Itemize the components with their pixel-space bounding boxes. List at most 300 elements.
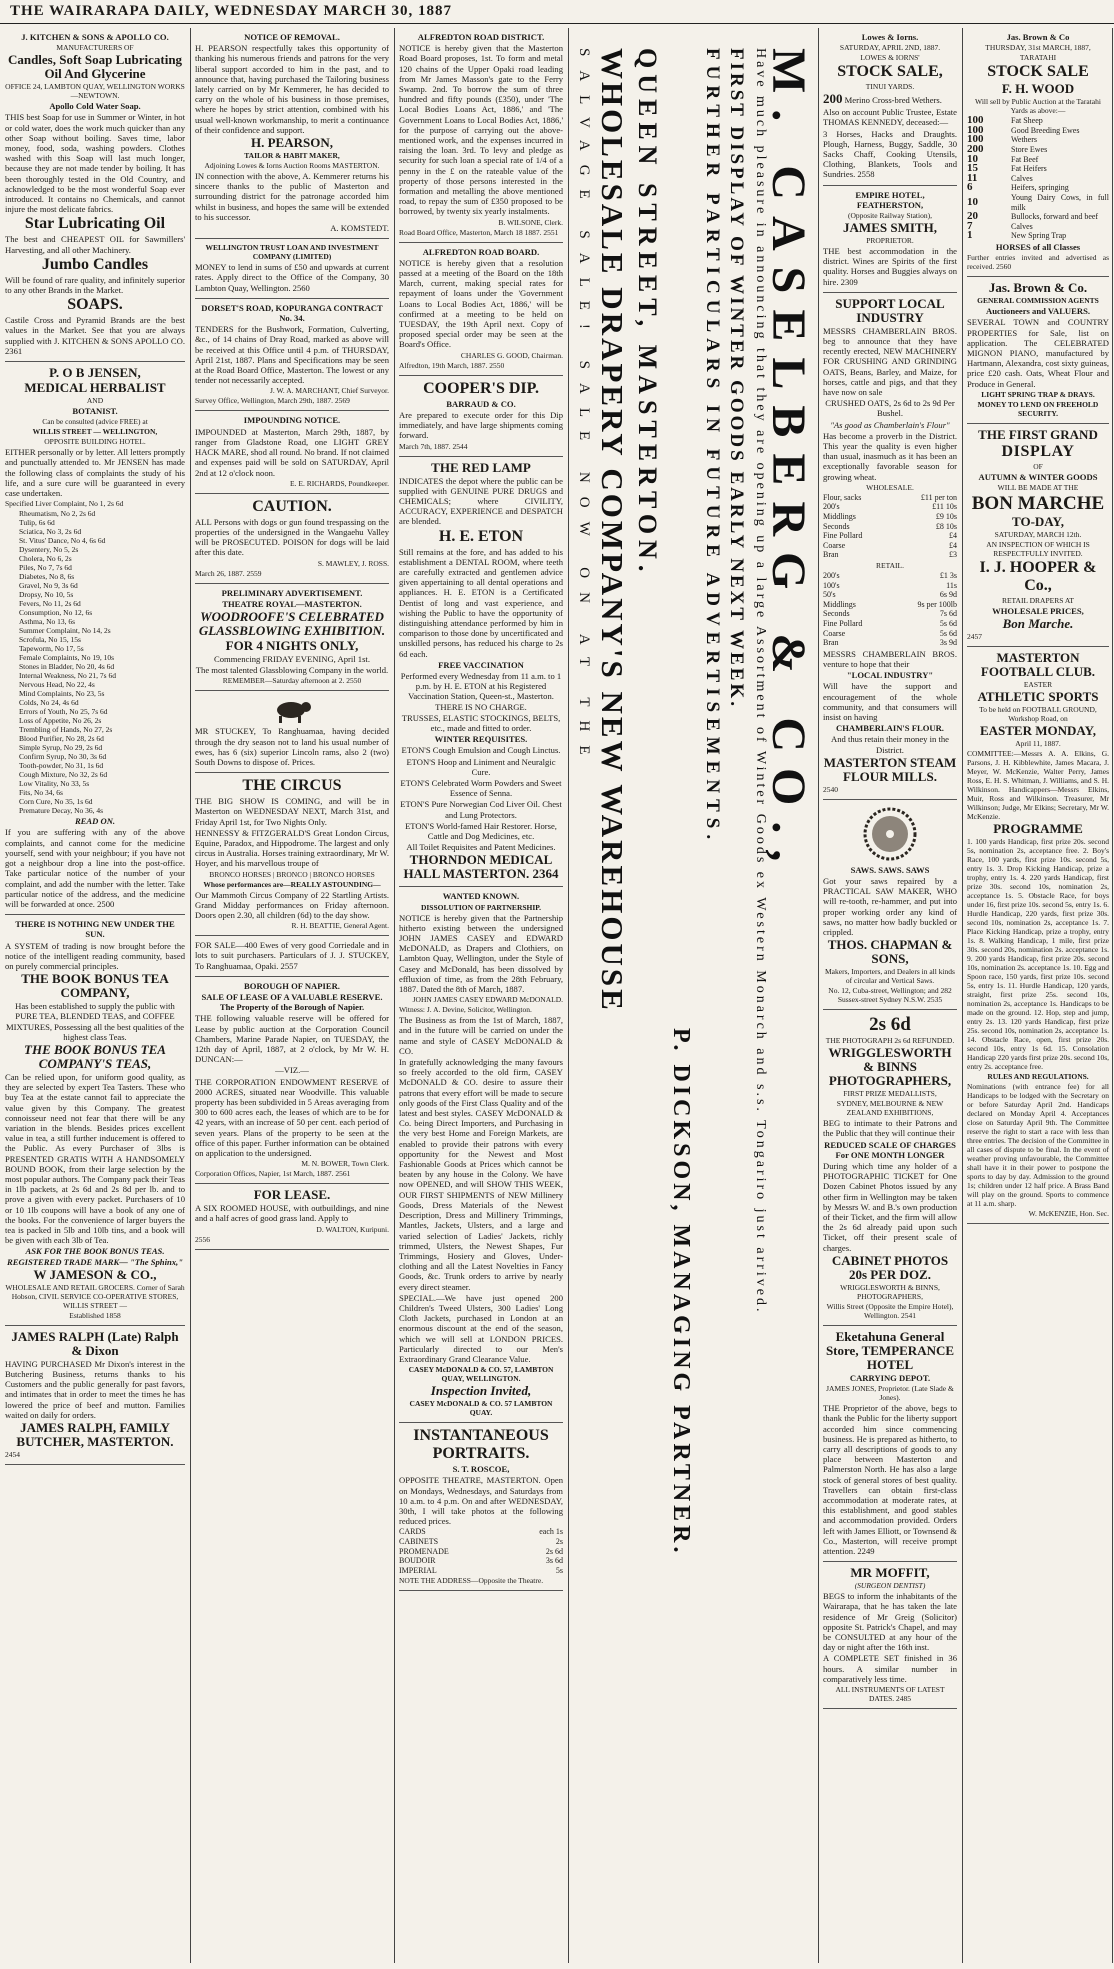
ailment-item: Trembling of Hands, No 27, 2s [19,725,113,735]
circus-body: THE BIG SHOW IS COMING, and will be in Masterton on WEDNESDAY NEXT, March 31st, and Friday April 1st, for Two Nights Only. [195,796,389,827]
stock-row [967,231,1109,241]
cooper-agent: BARRAUD & CO. [446,398,516,409]
jensen-opposite: OPPOSITE BUILDING HOTEL. [44,437,146,447]
kitchen-manufacturers: MANUFACTURERS OF [56,43,134,53]
soaps-title: SOAPS. [67,296,123,314]
ailment-item: Piles, No 7, 7s 6d [19,563,72,573]
brown-header: Jas. Brown & Co [1006,32,1070,42]
wholesale-row [823,502,957,512]
dorset-signature: J. W. A. MARCHANT, Chief Surveyor. [269,386,389,396]
jensen-ad [5,362,185,915]
surgeon-dentist: (SURGEON DENTIST) [854,1581,926,1591]
wholesale-drapery-line: WHOLESALE DRAPERY COMPANY'S NEW WAREHOUSE [595,48,630,1013]
theatre-royal: THEATRE ROYAL—MASTERTON. [222,598,362,609]
ailment-item: Gravel, No 9, 3s 6d [19,581,78,591]
jumbo-body: Will be found of rare quality, and infinitely superior to any other Brands in the Market. [5,274,185,296]
red-lamp-ad [399,457,563,888]
commencing: Commencing FRIDAY EVENING, April 1st. [214,653,370,664]
ailment-item: Nervous Head, No 22, 4s [19,680,95,690]
ailment-item: Low Vitality, No 33, 5s [19,779,90,789]
ailment-item: Cough Mixture, No 32, 2s 6d [19,770,108,780]
stock-value: Calves [1011,221,1033,231]
stock-value: New Spring Trap [1011,231,1067,241]
column-rule [962,28,963,1963]
ailment-item: Colds, No 24, 4s 6d [19,698,79,708]
stock-label: 100 [967,114,984,127]
ailment-item: Internal Weakness, No 21, 7s 6d [19,671,116,681]
retail-value: 6s 9d [939,590,957,600]
light-spring-trap: LIGHT SPRING TRAP & DRAYS. [981,389,1095,399]
caselberg-line: M. CASELBERG & CO., [762,48,815,878]
ailment-item: Cholera, No 6, 2s [19,554,72,564]
saws-body: Got your saws repaired by a PRACTICAL SAW MAKER, WHO will re-tooth, re-hammer, and put into proper working order any kind of saws, no matter how badly buckled or crippled. [823,876,957,938]
saws-ad [823,800,957,1010]
wholesale-value: £3 [949,550,957,560]
retail-label: Coarse [823,628,846,638]
jameson-name: W JAMESON & CO., [33,1266,157,1282]
book-bonus-ad [5,915,185,1326]
stock-value: Fat Heifers [1011,164,1047,174]
stock-label: 200 [967,142,984,155]
stock-value: Store Ewes [1011,144,1048,154]
caution-title: CAUTION. [252,497,332,515]
moffit-ad [823,1562,957,1709]
for-lease-number: 2556 [195,1234,210,1244]
first-display-line: FIRST DISPLAY OF WINTER GOODS EARLY NEXT WEEK. [726,48,747,710]
red-lamp-title: THE RED LAMP [431,459,531,475]
easter-word: EASTER [1023,680,1053,690]
ailment-item: Tulip, 6s 6d [19,518,55,528]
dickson-line: P. DICKSON, MANAGING PARTNER. [668,1028,694,1557]
of-word: OF [1033,461,1043,471]
queen-street-line: QUEEN STREET, MASTERTON. [633,48,662,578]
lowes-body: Also on account Public Trustee, Estate THOMAS KENNEDY, deceased:— [823,107,957,128]
chamberlain-body: MESSRS CHAMBERLAIN BROS. beg to announce that they have recently erected, NEW MACHINERY FOR CRUSHING AND GRINDING OATS, Beans, Barley, and Maize, for horses, cattle and pigs, and that they have now on sale [823,325,957,398]
instantaneous-portraits: INSTANTANEOUS PORTRAITS. [413,1427,549,1463]
retail-value: 9s per 100lb [917,599,957,609]
dorset-body: TENDERS for the Bushwork, Formation, Culverting, &c., of 14 chains of Dray Road, marked as above will be received at this Office until 4 p.m. of THURSDAY, April 21st, 1887. Plans and Specifications may be seen at the Road Board Office, Masterton. The lowest or any tender not necessarily accepted. [195,324,389,386]
eketahuna-title: Eketahuna General Store, TEMPERANCE HOTEL [825,1328,955,1372]
portrait-price-value: each 1s [539,1527,563,1537]
jumbo-title: Jumbo Candles [41,255,149,273]
masterton-mills: MASTERTON STEAM FLOUR MILLS. [823,754,957,784]
stock-list-table [967,116,1109,241]
jones-body: THE Proprietor of the above, begs to thank the Public for the liberty support accorded him since commencing business. He is prepared as hitherto, to carry all descriptions of goods to any place between Masterton and Palmerston North. He has also a large stock of general stores of best quality. Travellers can obtain first-class accommodation at moderate rates, at this establishment, and good stables and accommodation provided. Orders left with James Elliott, or Townsend & Co., Masterton, will receive prompt attention. 2249 [823,1403,957,1556]
jensen-specified: Specified Liver Complaint, No 1, 2s 6d [5,499,124,509]
kemmerer-body: IN connection with the above, A. Kemmerer returns his sincere thanks to the public of Masterton and surrounding district for the patronage accorded him whilst in business, and hopes the same will be extended to his successor. [195,171,389,222]
thorndon-hall: THORNDON MEDICAL HALL MASTERTON. 2364 [403,852,559,882]
system-body: A SYSTEM of trading is now brought before the notice of the intelligent reading community, based on purely commercial principles. [5,940,185,971]
empire-body: THE best accommodation in the district. Wines are Spirits of the first quality. Horses and Buggies always on hire. 2309 [823,246,957,287]
chamberlain-body-3: And thus retain their money in the District. [831,734,949,755]
retail-row [823,600,957,610]
ailment-item: Diabetes, No 8, 6s [19,572,75,582]
retail-value: 11s [946,580,957,590]
general-sub: GENERAL COMMISSION AGENTS [977,296,1099,306]
photographers-ad [823,1010,957,1326]
alfredton-signature: B. WILSONE, Clerk. [498,217,563,227]
empire-name: JAMES SMITH, [843,220,937,236]
brown-stock-sale-ad [967,28,1109,277]
ailment-item: Simple Syrup, No 29, 2s 6d [19,743,103,753]
wholesale-label: Coarse [823,540,846,550]
alfredton-ad [399,28,563,243]
jameson-established: Established 1858 [69,1310,121,1320]
stock-label: 6 [967,181,973,194]
circus-body-2: HENNESSY & FITZGERALD'S Great London Circus, Equine, Paradox, and Hippodrome. The largest and only circus in Australia. Horses training extraordinary, Mr W. Hoyer, and his marvellous troupe of [195,827,389,869]
dorset-ad [195,299,389,412]
jensen-and: AND [86,396,104,406]
portrait-price-row [399,1547,563,1557]
crushed-oats: CRUSHED OATS, 2s 6d to 2s 9d Per Bushel. [825,398,955,419]
wrigglesworth-body: BEG to intimate to their Patrons and the Public that they will continue their [823,1118,957,1139]
jensen-body: EITHER personally or by letter. All letters promptly and punctually attended to. Mr JENSEN has made the following class of complaints the study of his life, and a sure cure will be guaranteed in every case undertaken. [5,447,185,499]
bon-marche-ad [967,424,1109,647]
wholesale-label: 200's [823,502,840,512]
ailment-item: Rheumatism, No 2, 2s 6d [19,509,96,519]
stock-row [967,183,1109,193]
caution-ad [195,494,389,584]
ailment-item: Dropsy, No 10, 5s [19,590,74,600]
retail-label: Bran [823,638,839,648]
stock-row [967,126,1109,136]
remember-note: REMEMBER—Saturday afternoon at 2. 2550 [222,676,362,686]
napier-ad [195,977,389,1184]
lowes-date: SATURDAY, APRIL 2ND, 1887. [839,43,941,53]
portrait-price-label: PROMENADE [399,1546,449,1556]
empire-sub: (Opposite Railway Station), [848,211,932,221]
circus-signature: R. H. BEATTIE, General Agent. [291,921,389,931]
ralph-body: HAVING PURCHASED Mr Dixon's interest in the Butchering Business, returns thanks to his Customers and the public generally for past favors, and intimates that in order to meet the times he has lowered the price of beef and mutton. Families waited on daily for orders. [5,1358,185,1420]
stock-value: Young Dairy Cows, in full milk [1011,192,1109,212]
stock-row [967,155,1109,165]
wholesale-row [823,541,957,551]
alfredton-board-body: NOTICE is hereby given that a resolution passed at a meeting of the Board on the 18th March, current, making special rates for repayment of loans under the 'Government Loans to Local Bodies Act, 1886,' will be confirmed at a meeting to be held on TUESDAY, the 19th April next. Copy of proposed special order may be seen at the Board's Office. [399,257,563,350]
portrait-price-label: CARDS [399,1527,426,1537]
stock-value: Heifers, springing [1011,183,1069,193]
ewes-sale-body: FOR SALE—400 Ewes of very good Corriedale and in lots to suit purchasers. Particulars of J. J. STUCKEY, To Ranghuamaa, Opaki. 2557 [195,940,389,971]
wholesale-value: £8 10s [935,521,957,531]
hooper-name: I. J. HOOPER & Co., [979,558,1097,594]
rams-ad [195,691,389,773]
jensen-street: WILLIS STREET — WELLINGTON, [32,427,158,437]
woodroofe-body: The most talented Glassblowing Company in the world. [195,665,389,676]
tinui-yards: TINUI YARDS. [865,82,915,92]
stock-row [967,145,1109,155]
programme-body: 1. 100 yards Handicap, first prize 20s. second 5s, nomination 2s, acceptance free. 2. Boy's Race, 100 yards, first prize 10s. second 5s, entry 1s. 3. Drop Kicking Handicap, prize a trophy, entry 1s. 4. 220 yards Handicap, first prize 30s. second 10s, nomination 2s, acceptance 1s. 5. Obstacle Race, for boys under 16, first prize 10s. second 5s, entry 1s. 6. Hurdle Handicap, 220 yards, first prize 30s. second 10s, nomination 2s, acceptance 1s. 7. Place Kicking Handicap, prize a trophy, entry 1s. 8. Walking Handicap, 1 mile, first prize 30s. second 20s, nomination 2s. acceptance 1s. 9. 200 yards Handicap, first prize 20s. second 10s, nomination 2s. acceptance 1s. 10. Egg and Spoon race, 150 yards, first prize 10s. second 5s, entry 1s. 11. Hurdle Handicap, 120 yards, straight, first prize 25s. second 10s, nomination 2s, acceptance 1s. Handicaps to be made on the ground. 12. Hop, step and jump, entry 2s. 13. 120 yards Handicap, first prize 25s. second 10s, nomination 2s, acceptance 1s. 14. Obstacle Race, open, first prize 20s. second 10s, entry 1s 6d. 15. Consolation Handicap 220 yards first prize 20s. second 10s, entry 2s. acceptance free. [967,837,1109,1072]
stock-row [967,212,1109,222]
cooper-ad [399,376,563,457]
ailment-item: Scrofula, No 15, 15s [19,635,81,645]
removal-title: NOTICE OF REMOVAL. [244,32,340,42]
retail-row [823,619,957,629]
wholesale-row [823,522,957,532]
programme-title: PROGRAMME [993,821,1083,837]
napier-viz: —VIZ.— [275,1065,309,1076]
casey-signature: CASEY McDONALD & CO. 57, LAMBTON QUAY, WELLINGTON. [408,1365,554,1384]
column-5 [964,28,1112,1963]
pearson-role: TAILOR & HABIT MAKER, [244,151,340,161]
caution-body: ALL Persons with dogs or gun found trespassing on the properties of the undersigned in the Wangaehu Valley will be PROSECUTED. POISON for dogs will be laid after this date. [195,516,389,558]
roscoe-note: NOTE THE ADDRESS—Opposite the Theatre. [399,1576,544,1586]
ralph-name: JAMES RALPH (Late) Ralph & Dixon [11,1328,179,1358]
napier-sale: SALE OF LEASE OF A VALUABLE RESERVE. The Property of the Borough of Napier. [201,991,383,1013]
dorset-title: DORSET'S ROAD, KOPURANGA CONTRACT No. 34. [201,302,383,324]
empire-prop: PROPRIETOR. [866,236,914,246]
wholesale-price-table [823,493,957,560]
retail-label: 100's [823,580,840,590]
wholesale-row [823,550,957,560]
impounding-body: IMPOUNDED at Masterton, March 29th, 1887, by ranger from Gladstone Road, one LIGHT GREY HACK MARE, shod all round. No brand. If not claimed and expenses paid will be sold on SATURDAY, April 2nd at 12 o'clock noon. [195,426,389,478]
retail-row [823,629,957,639]
athletic-body: To be held on FOOTBALL GROUND, Workshop Road, on [979,705,1097,724]
kitchen-office: OFFICE 24, LAMBTON QUAY, WELLINGTON WORKS—NEWTOWN. [5,82,185,101]
column-1 [2,28,188,1963]
ailment-item: Confirm Syrup, No 30, 3s 6d [19,752,107,762]
caution-signature: S. MAWLEY, J. ROSS. [317,558,389,568]
will-be-made: WILL BE MADE AT THE [997,482,1079,492]
caution-date: March 26, 1887. 2559 [195,568,262,578]
display-word: DISPLAY [1001,442,1075,460]
read-on: READ ON. [74,816,116,827]
dorset-office: Survey Office, Wellington, March 29th, 1887. 2569 [195,396,350,406]
jensen-botanist: BOTANIST. [72,406,118,417]
first-prize: FIRST PRIZE MEDALLISTS, [843,1089,937,1099]
taratahi: TARATAHI [1019,53,1057,63]
wrigglesworth-signature: WRIGGLESWORTH & BINNS, PHOTOGRAPHERS, [840,1282,940,1301]
price-2s-6d: 2s 6d [869,1014,911,1036]
ailment-item: Blood Purifier, No 28, 2s 6d [19,734,104,744]
masthead [0,0,1114,24]
cooper-date: March 7th, 1887. 2544 [399,441,468,451]
empire-hotel-ad [823,186,957,293]
circus-list: BRONCO HORSES | BRONCO | BRONCO HORSES [209,869,375,879]
wrigglesworth-title: WRIGGLESWORTH & BINNS PHOTOGRAPHERS, [828,1045,952,1089]
general-body: SEVERAL TOWN and COUNTRY PROPERTIES for Sale, list on application. The CELEBRATED MIGNON PIANO, manufactured by Hartmann, Alexandra, cost sixty guineas, price £20 cash. Oats, Wheat Flour and Produce in General. [967,317,1109,389]
pearson-address: Adjoining Lowes & Iorns Auction Rooms MASTERTON. [204,161,380,171]
mills-number: 2540 [823,784,838,794]
chamberlain-flour: CHAMBERLAIN'S FLOUR. [836,723,944,734]
brown-date: THURSDAY, 31st MARCH, 1887, [985,43,1091,53]
column-rule [1112,28,1113,1963]
stock-label: 11 [967,171,978,184]
easter-monday: EASTER MONDAY, [979,723,1097,739]
ailment-item: Summer Complaint, No 14, 2s [19,626,111,636]
photo-refunded: THE PHOTOGRAPH 2s 6d REFUNDED. [825,1036,955,1046]
saturday-date: SATURDAY, MARCH 12th. [994,529,1082,539]
retail-price-table [823,571,957,648]
cooper-body: Are prepared to execute order for this Dip immediately, and have large shipments coming forward. [399,409,563,441]
roscoe-body: OPPOSITE THEATRE, MASTERTON. Open on Mondays, Wednesdays, and Saturdays from 10 a.m. to 4 p.m. On and after WEDNESDAY, 30th, I will take photos at the following reduced prices. [399,1475,563,1527]
alfredton-board-date: Alfredton, 19th March, 1887. 2550 [399,360,505,370]
wholesale-title: WHOLESALE. [866,482,914,492]
portrait-price-row [399,1566,563,1576]
athletic-sports: ATHLETIC SPORTS [977,689,1099,705]
column-2 [192,28,392,1963]
eton-vaccination: Performed every Wednesday from 11 a.m. to 1 p.m. by H. E. ETON at his Registered Vaccination Station, Queen-st., Masterton. THERE IS NO CHARGE. [400,670,562,712]
lowes-sub: LOWES & IORNS' [860,53,920,63]
eton-body: Still remains at the fore, and has added to his establishment a DENTAL ROOM, where teeth are carefully extracted and gentlemen advice given appertaining to all dental operations and appliances. H. E. ETON is a Certificated Dentist of long and vast experience, and wishing the Public to have the opportunity of distinguishing attendance performed by him in comparison to those done by uncertificated and unskilled persons, has reduced his charge to 2s 6d each. [399,546,563,659]
stock-label: 100 [967,123,984,136]
jensen-title: MEDICAL HERBALIST [24,380,166,396]
ailment-item: Loss of Appetite, No 26, 2s [19,716,102,726]
commission-agents-ad [967,277,1109,424]
etons-4: ETON'S Pure Norwegian Cod Liver Oil. Chest and Lung Protectors. [400,799,562,820]
circus-ad [195,773,389,936]
ralph-signature: JAMES RALPH, FAMILY BUTCHER, MASTERTON. [16,1420,174,1450]
stock-label: 20 [967,210,978,223]
wholesale-label: Flour, sacks [823,492,862,502]
alfredton-board-signature: CHARLES G. GOOD, Chairman. [460,350,563,360]
dissolution-body: NOTICE is hereby given that the Partnership hitherto existing between the undersigned JOHN JAMES CASEY and EDWARD McDONALD, as Drapers and Clothiers, on Lambton Quay, Wellington, under the Style of Casey and McDonald, has been dissolved by effluxion of time, as from the 28th February, 1887. Dated the 8th of March, 1887. [399,912,563,995]
eton-name: H. E. ETON [438,527,524,545]
general-title: Jas. Brown & Co. [988,280,1088,296]
cabinet-photos: CABINET PHOTOS 20s PER DOZ. [831,1252,949,1282]
retail-label: Fine Pollard [823,619,863,629]
bookbonus-body: Has been established to supply the public with PURE TEA, BLENDED TEAS, and COFFEE MIXTURES, Possessing all the best qualities of the highest class Teas. [5,1001,185,1042]
casey-body: The Business as from the 1st of March, 1887, and in the future will be carried on under the name and style of CASEY McDONALD & CO. [399,1015,563,1056]
napier-body-2: THE CORPORATION ENDOWMENT RESERVE of 2000 ACRES, situated near Woodville. This valuable property has been subdivided in 5 Areas averaging from 300 to 600 acres each, the leases of which are to be for 42 years, with an increase of 50 per cent. each period of seven years. Plans of the property to be seen at the office of this paper. Further information can be obtained on application to the undersigned. [195,1076,389,1159]
apollo-title: Apollo Cold Water Soap. [49,101,141,112]
wholesale-row [823,512,957,522]
lowes-stock-sale: STOCK SALE, [837,63,943,81]
wood-name: F. H. WOOD [1001,81,1075,97]
ailment-item: Fits, No 34, 6s [19,788,63,798]
trust-title: WELLINGTON TRUST LOAN AND INVESTMENT COMPANY (LIMITED) [205,243,379,262]
ailment-item: Errors of Youth, No 25, 7s 6d [19,707,108,717]
football-title: MASTERTON FOOTBALL CLUB. [980,650,1096,680]
circular-saw-illustration [862,806,918,862]
portrait-price-label: BOUDOIR [399,1556,436,1566]
wrigglesworth-body-2: During which time any holder of a PHOTOGRAPHIC TICKET for One Dozen Cabinet Photos issued by any other firm in Wellington may be taken by Messrs W. and B.'s own production of their Ticket, and the firm will allow the 2s 6d already paid upon such Ticket, off their present scale of charges. [823,1161,957,1253]
lowes-body-2: 3 Horses, Hacks and Draughts. Plough, Harness, Buggy, Saddle, 30 Sacks Chaff, Cooking Utensils, Clothing, Blankets, Tools and Sundries. 2558 [823,128,957,180]
apollo-body: THIS best Soap for use in Summer or Winter, in hot or cold water, does the work much quicker than any other Soap without boiling. Saves time, labor money, food, soda, washing powders. Clothes washed with this Soap will last much longer, because they are not made tender by boiling. It has been thoroughly tested in the Old Country, and acknowledged to be the most wonderful Soap ever introduced. It contains no Chemicals, and cannot injure the most delicate fabrics. [5,112,185,215]
roscoe-ad [399,1423,563,1591]
glassblowing-ad [195,584,389,692]
ram-illustration [269,697,315,723]
hooper-number: 2457 [967,632,982,642]
lowes-iorns-ad [823,28,957,186]
stock-label: 100 [967,133,984,146]
first-grand: THE FIRST GRAND [978,426,1098,442]
etons-1: ETON'S Cough Emulsion and Cough Linctus. [401,745,561,756]
napier-office: Corporation Offices, Napier, 1st March, 1887. 2561 [195,1169,351,1179]
rules-title: RULES AND REGULATIONS. [987,1072,1089,1082]
eketahuna-ad [823,1326,957,1562]
alfredton-title: ALFREDTON ROAD DISTRICT. [417,32,545,42]
alfredton-board-title: ALFREDTON ROAD BOARD. [422,246,540,257]
nothing-new: THERE IS NOTHING NEW UNDER THE SUN. [15,919,175,940]
casey-special: SPECIAL.—We have just opened 200 Children's Tweed Ulsters, 300 Ladies' Long Cloth Jackets, purchased in London at an enormous discount at the end of the season, which we will sell at LONDON PRICES. Particularly directed to our Men's Extraordinary Grand Clearance Value. [399,1292,563,1364]
wholesale-label: Fine Pollard [823,531,863,541]
moffit-body: BEGS to inform the inhabitants of the Wairarapa, that he has taken the late residence of Mr Greig (Solicitor) opposite St. Patrick's Chapel, and may be CONSULTED at any hour of the day or night after the 16th inst. [823,1591,957,1653]
retail-label: Middlings [823,599,856,609]
pearson-signature: H. PEARSON, [251,135,333,151]
wholesale-label: Bran [823,550,839,560]
moffit-name: MR MOFFIT, [850,1565,930,1581]
wood-body: Will sell by Public Auction at the Taratahi Yards as above:— [975,97,1101,116]
red-lamp-body: INDICATES the depot where the public can be supplied with GENUINE PURE DRUGS and CHEMICALS; where CIVILITY, ACCURACY, EXPERIENCE and DESPATCH are blended. [399,475,563,527]
alfredton-board-ad [399,243,563,376]
retail-drapers: RETAIL DRAPERS AT [1001,595,1075,605]
for-lease-signature: D. WALTON, Kuripuni. [316,1224,389,1234]
retail-label: 50's [823,590,836,600]
dissolution-title: DISSOLUTION OF PARTNERSHIP. [420,902,542,912]
wholesale-value: £11 10s [932,502,957,512]
ailment-item: Sciatica, No 3, 2s 6d [19,527,82,537]
portrait-price-value: 2s 6d [545,1546,563,1556]
wholesale-value: £4 [949,540,957,550]
rules-signature: W. McKENZIE, Hon. Sec. [1028,1209,1109,1219]
removal-ad [195,28,389,239]
star-body: The best and CHEAPEST OIL for Sawmillers' Harvesting, and all other Machinery. [5,234,185,255]
ailment-item: Corn Cure, No 35, 1s 6d [19,797,93,807]
carrying-depot: CARRYING DEPOT. [849,1372,931,1383]
ailment-item: Premature Decay, No 36, 4s [19,806,104,816]
masthead-title: THE WAIRARAPA DAILY, WEDNESDAY MARCH 30, 1887 [10,3,453,19]
wrigglesworth-address: Willis Street (Opposite the Empire Hotel), Wellington. 2541 [826,1301,954,1320]
roscoe-name: S. T. ROSCOE, [452,1464,510,1475]
reduced-scale: REDUCED SCALE OF CHARGES For ONE MONTH LONGER [824,1139,956,1160]
chapman-address: No. 12, Cuba-street, Wellington; and 282 Sussex-street Sydney N.S.W. 2535 [828,986,952,1005]
for-lease-title: FOR LEASE. [253,1187,331,1203]
jensen-consult: Can be consulted (advice FREE) at [42,417,148,427]
bookbonus-title: THE BOOK BONUS TEA COMPANY, [21,971,169,1001]
wholesale-drapery-banner [570,28,698,1963]
read-body: If you are suffering with any of the above complaints, and cannot come for the medicine yourself, send with your neighbour; if you have not got a neighbour drop a line into the post-office. Take particular notice of the number of your complaint, and add the number with the letter. Take particular notice of the address, and the medicine will be forwarded at once. 2500 [5,827,185,909]
retail-row [823,609,957,619]
removal-body: H. PEARSON respectfully takes this opportunity of thanking his numerous friends and patrons for the very liberal support accorded to him in the past, and to announce that, having purchased the Tailoring business lately carried on by Mr Kemmerer, he has decided to carry on the whole of his business in those premises, where he hopes by strict attention, combined with his usual well-known workmanship, to merit a continuance of their confidence and support. [195,43,389,135]
column-rule [568,28,569,1963]
stock-label: 7 [967,219,973,232]
ralph-ad [5,1326,185,1465]
stock-row [967,116,1109,126]
stock-value: Bullocks, forward and beef [1011,212,1099,222]
chamberlain-venture: MESSRS CHAMBERLAIN BROS. venture to hope that their [823,648,957,669]
committee: COMMITTEE:—Messrs A. A. Elkins, G. Parsons, J. H. Kibblewhite, James Macara, J. Meyer, W. McKenzie, Walter Perry, James Ross, E. H. S. Whitman, J. Williams, and S. H. Wilkinson. Handicappers—Messrs Elkins, Muir, Ross and Wilkinson. Treasurer, Mr Wilkinson; Judge, Mr Elkins; Secretary, Mr W. McKenzie. [967,749,1109,822]
alfredton-body: NOTICE is hereby given that the Masterton Road Board proposes, 1st. To form and metal 120 chains of the Upper Opaki road leading from Mr James Masson's gate to the Ferry Swamp. 2nd. To borrow the sum of three hundred and fifty pounds (£350), under 'The Local Bodies Loans Act, 1886,' and 'The Government Loans to Local Bodies Act, 1886,' for the purpose of carrying out the above-mentioned work, and the expenses incurred in raising the loan. 3rd. To levy and pledge as security for such loan a special rate of 1/4 of a penny in the £ on the rateable value of the property of those persons interested in the formation and metalling the above mentioned road, to repay the sum of £350 proposed to be borrowed, by twenty six yearly instalments. [399,43,563,217]
retail-row [823,581,957,591]
ailment-item: Mind Complaints, No 23, 5s [19,689,105,699]
stock-label: 10 [967,195,978,208]
alfredton-office: Road Board Office, Masterton, March 18 1887. 2551 [399,227,559,237]
circus-title: THE CIRCUS [242,777,342,795]
ask-sphinx: ASK FOR THE BOOK BONUS TEAS. REGISTERED TRADE MARK— "The Sphinx," [7,1246,183,1267]
etons-5: ETON'S World-famed Hair Restorer. Horse, Cattle and Dog Medicines, etc. [405,820,557,841]
casey-body-2: In gratefully acknowledging the many favours so freely accorded to the old firm, CASEY McDONALD & CO. desire to assure their patrons that every effort will be made to secure only goods of the First Class Quality and of the latest and best styles. CASEY McDONALD & Co. being Direct Importers, and Purchasing in the very best Home and Foreign Markets, are enabled to provide their patrons with every opportunity for the Newest and Most Fashionable Goods at Prices which cannot be beaten by any house in the Colony. We have now OPENED, and will SHOW THIS WEEK, OUR FIRST SHIPMENTS of NEW Millinery Goods, Dress Materials of the Newest Description, Dress and Millinery Trimmings, Mantles, Jackets, Ulsters, and a large and varied selection of Ladies' Jackets, richly trimmed, Ulsters, the Newest Shapes, Fur Trimmings, Hosiery and Gloves, Under-clothing and all the Latest Novelties in Fancy Goods, &c. Trunk orders to arrive by nearly every direct steamer. [399,1057,563,1292]
retail-value: 5s 6d [939,619,957,629]
free-vaccination: FREE VACCINATION [438,659,524,670]
stock-row [967,164,1109,174]
stock-value: Fat Beef [1011,154,1039,164]
etons-3: ETON'S Celebrated Worm Powders and Sweet Essence of Senna. [400,777,562,799]
kitchen-ad [5,28,185,362]
james-jones: JAMES JONES, Proprietor. (Late Slade & Jones). [826,1384,954,1403]
circus-body-4: Our Mammoth Circus Company of 22 Startling Artists. Grand Midday performances on Friday afternoon. Doors open 2.30, all children (6d) to the day show. [195,889,389,920]
portrait-price-table [399,1527,563,1575]
jameson-sub: WHOLESALE AND RETAIL GROCERS. Corner of Sarah Hobson, CIVIL SERVICE CO-OPERATIVE STORES, WILLIS STREET — [5,1282,185,1310]
impounding-title: IMPOUNDING NOTICE. [243,415,341,426]
moffit-footer: ALL INSTRUMENTS OF LATEST DATES. 2485 [835,1684,945,1703]
etons-2: ETON'S Hoop and Liniment and Neuralgic Cure. [406,756,556,777]
ailment-item: St. Vitus' Dance, No 4, 6s 6d [19,536,106,546]
retail-value: 7s 6d [939,609,957,619]
brown-stock-sale: STOCK SALE [987,63,1089,81]
portrait-price-row [399,1537,563,1547]
ralph-number: 2454 [5,1450,20,1460]
wanted-known: WANTED KNOWN. [442,891,520,902]
casey-ad [399,887,563,1423]
